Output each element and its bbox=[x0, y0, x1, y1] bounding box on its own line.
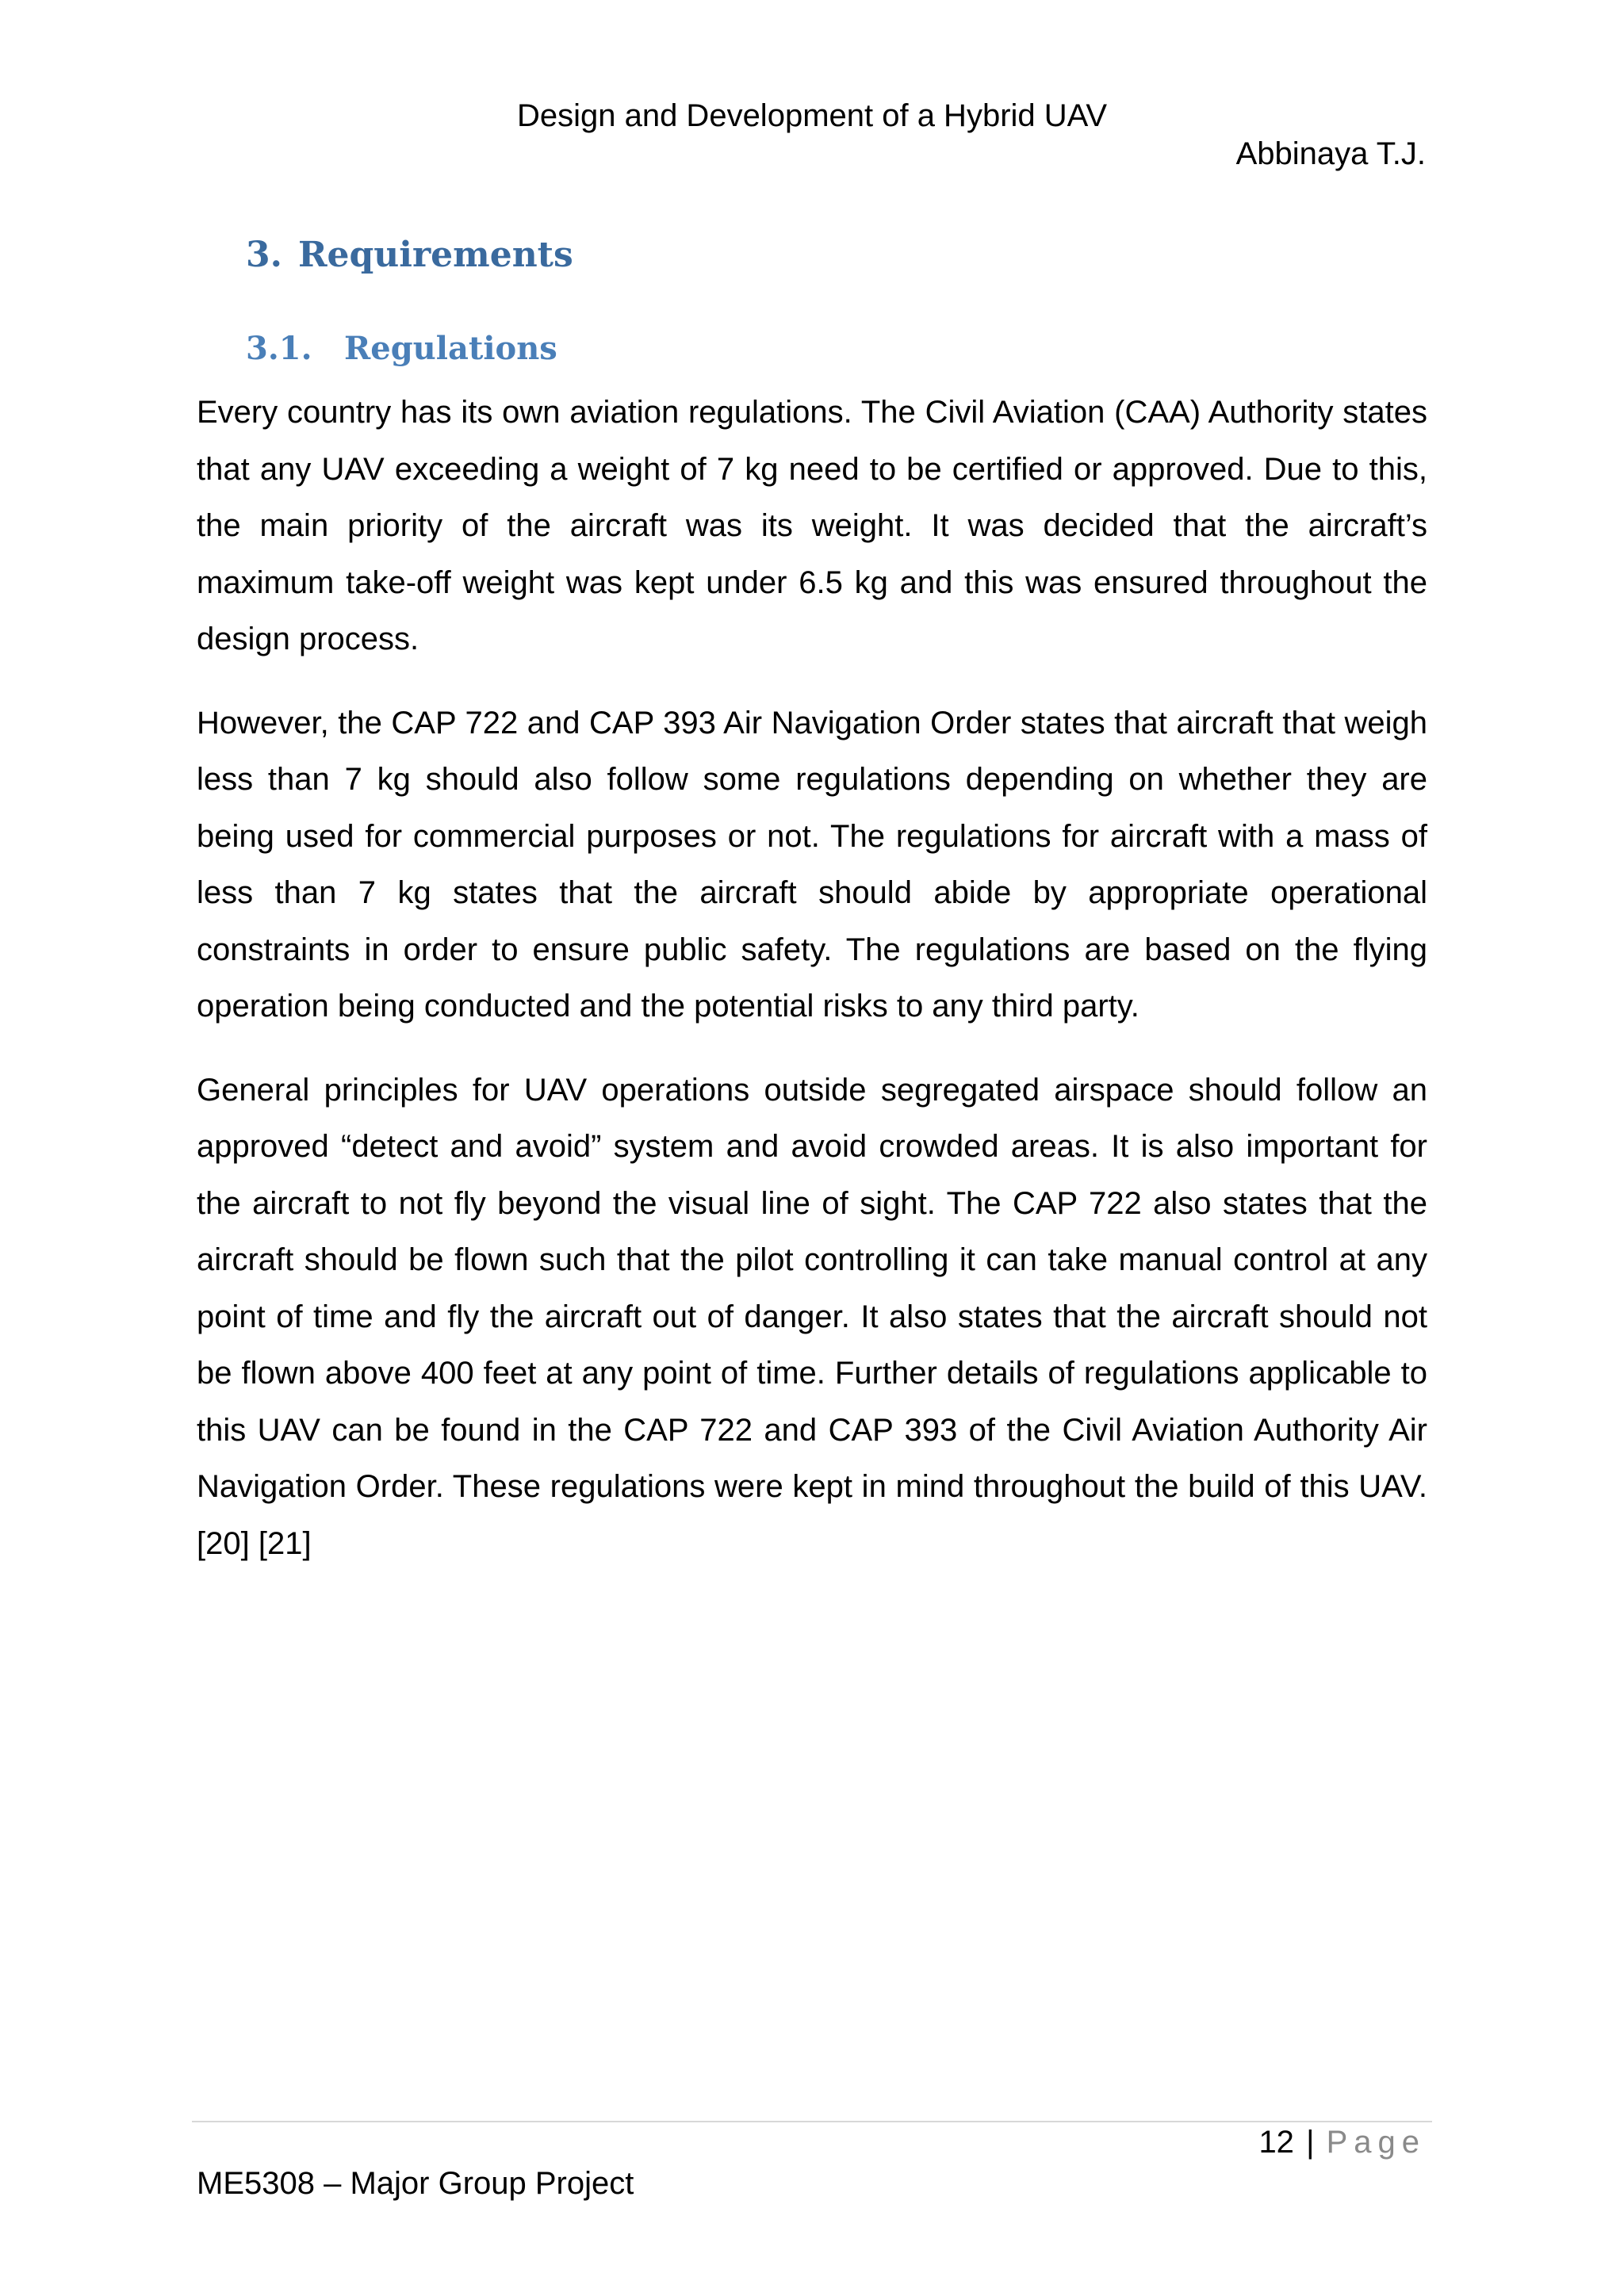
paragraph: General principles for UAV operations outside segregated airspace should follow an approved “detect and avoid” system and avoid crowded areas. It is also important for the aircraft to not fly beyond the visual line of sight. The CAP 722 also states that the aircraft should be flown such that the pilot controlling it can take manual control at any point of time and fly the aircraft out of danger. It also states that the aircraft should not be flown above 400 feet at any point of time. Further details of regulations applicable to this UAV can be found in the CAP 722 and CAP 393 of the Civil Aviation Authority Air Navigation Order. These regulations were kept in mind throughout the build of this UAV. [20] [21] bbox=[197, 1072, 1427, 1561]
page-label: Page bbox=[1326, 2125, 1426, 2160]
body-text bbox=[197, 385, 1427, 1599]
paragraph: However, the CAP 722 and CAP 393 Air Navigation Order states that aircraft that weigh less than 7 kg should also follow some regulations depending on whether they are being used for commercial purposes or not. The regulations for aircraft with a mass of less than 7 kg states that the aircraft should abide by appropriate operational constraints in order to ensure public safety. The regulations are based on the flying operation being conducted and the potential risks to any third party. bbox=[197, 705, 1427, 1024]
subsection-number: 3.1. bbox=[246, 330, 312, 367]
page-number-value: 12 bbox=[1258, 2125, 1294, 2160]
subsection-title: Regulations bbox=[344, 330, 557, 367]
subsection-heading bbox=[246, 325, 557, 373]
section-number: 3. bbox=[246, 235, 282, 275]
section-title: Requirements bbox=[297, 235, 573, 275]
header-author: Abbinaya T.J. bbox=[1235, 136, 1426, 171]
header-title: Design and Development of a Hybrid UAV bbox=[516, 98, 1108, 133]
page-number bbox=[1258, 2120, 1426, 2164]
section-heading bbox=[246, 230, 573, 281]
footer-divider bbox=[192, 2121, 1432, 2122]
page-number-separator: | bbox=[1306, 2125, 1315, 2160]
footer-course: ME5308 – Major Group Project bbox=[197, 2166, 634, 2201]
paragraph: Every country has its own aviation regulations. The Civil Aviation (CAA) Authority states that any UAV exceeding a weight of 7 kg need to be certified or approved. Due to this, the main priority of the aircraft was its weight. It was decided that the aircraft’s maximum take-off weight was kept under 6.5 kg and this was ensured throughout the design process. bbox=[197, 395, 1427, 656]
